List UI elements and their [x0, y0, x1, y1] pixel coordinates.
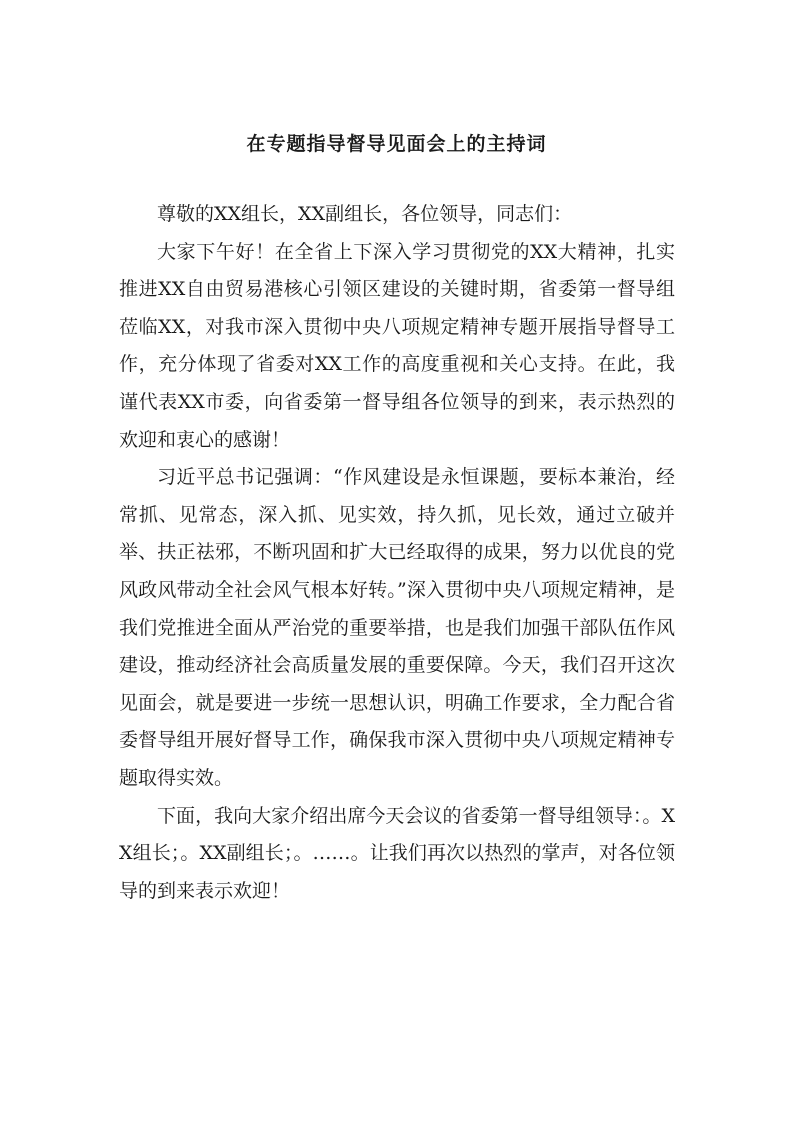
document-title: 在专题指导督导见面会上的主持词	[246, 133, 547, 155]
paragraph-quote: 习近平总书记强调：“作风建设是永恒课题，要标本兼治，经常抓、见常态，深入抓、见实效，持久抓，见长效，通过立破并举、扶正祛邪，不断巩固和扩大已经取得的成果，努力以优良的党风政风带动全社会风气根本好转。”深入贯彻中央八项规定精神，是我们党推进全面从严治党的重要举措，也是我们加强干部队伍作风建设，推动经济社会高质量发展的重要保障。今天，我们召开这次见面会，就是要进一步统一思想认识，明确工作要求，全力配合省委督导组开展好督导工作，确保我市深入贯彻中央八项规定精神专题取得实效。	[119, 466, 675, 789]
document-body	[119, 196, 675, 910]
paragraph-introduction: 下面，我向大家介绍出席今天会议的省委第一督导组领导：。XX组长；。XX副组长；。……。让我们再次以热烈的掌声，对各位领导的到来表示欢迎！	[119, 804, 675, 902]
paragraph-salutation: 尊敬的XX组长，XX副组长，各位领导，同志们：	[157, 203, 573, 225]
paragraph-welcome: 大家下午好！在全省上下深入学习贯彻党的XX大精神，扎实推进XX自由贸易港核心引领区建设的关键时期，省委第一督导组莅临XX，对我市深入贯彻中央八项规定精神专题开展指导督导工作，充分体现了省委对XX工作的高度重视和关心支持。在此，我谨代表XX市委，向省委第一督导组各位领导的到来，表示热烈的欢迎和衷心的感谢！	[119, 240, 675, 451]
